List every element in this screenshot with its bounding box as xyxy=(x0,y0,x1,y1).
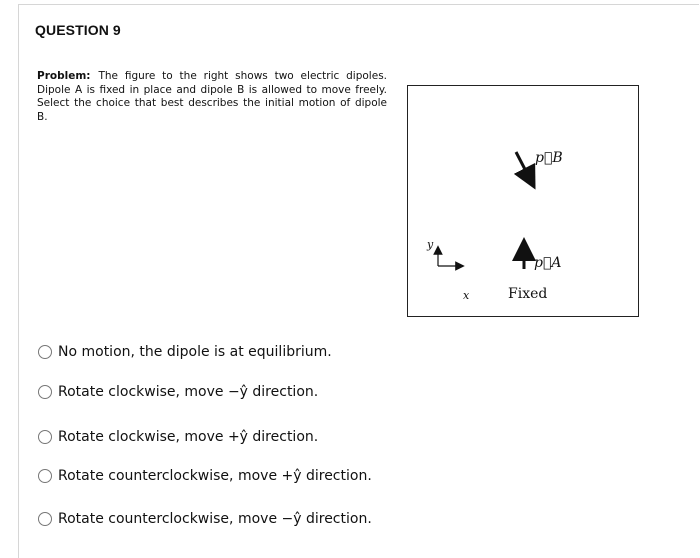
option-label: Rotate clockwise, move −ŷ direction. xyxy=(58,384,319,400)
y-axis-label: y xyxy=(427,238,434,251)
radio-button[interactable] xyxy=(38,430,52,444)
fixed-label: Fixed xyxy=(508,286,548,302)
problem-text: The figure to the right shows two electric dipoles. Dipole A is fixed in place and dipole B is allowed to move freely. Select the choice that best describes the initial motion of dipole B. xyxy=(37,70,387,123)
radio-button[interactable] xyxy=(38,469,52,483)
option-label: Rotate counterclockwise, move +ŷ direction. xyxy=(58,468,372,484)
option-label: Rotate counterclockwise, move −ŷ direction. xyxy=(58,511,372,527)
option-ccw-plus-y[interactable] xyxy=(38,468,372,484)
option-label: No motion, the dipole is at equilibrium. xyxy=(58,344,332,360)
problem-statement xyxy=(37,70,387,124)
dipole-figure xyxy=(407,85,639,317)
radio-button[interactable] xyxy=(38,345,52,359)
option-cw-plus-y[interactable] xyxy=(38,429,318,445)
dipole-b-label: p⃗B xyxy=(535,150,563,166)
radio-button[interactable] xyxy=(38,512,52,526)
dipole-b-arrow xyxy=(516,152,530,179)
option-ccw-minus-y[interactable] xyxy=(38,511,372,527)
dipole-a-label: p⃗A xyxy=(534,255,562,271)
radio-button[interactable] xyxy=(38,385,52,399)
dipole-diagram xyxy=(408,86,640,318)
question-title: QUESTION 9 xyxy=(35,22,121,38)
problem-label: Problem: xyxy=(37,70,91,82)
option-no-motion[interactable] xyxy=(38,344,332,360)
option-cw-minus-y[interactable] xyxy=(38,384,318,400)
x-axis-label: x xyxy=(463,289,470,302)
option-label: Rotate clockwise, move +ŷ direction. xyxy=(58,429,319,445)
